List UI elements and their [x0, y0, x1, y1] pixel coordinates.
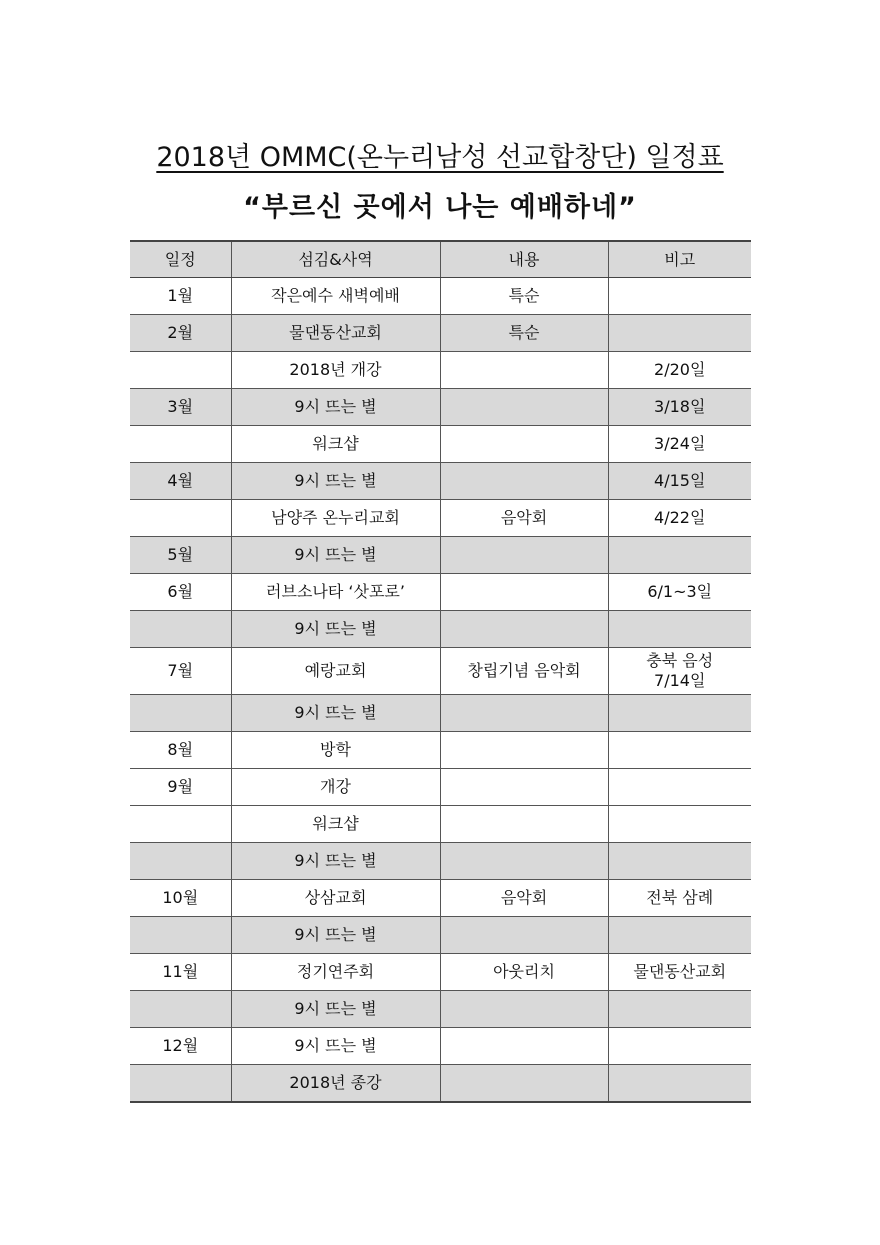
table-row	[130, 880, 751, 917]
cell-content	[440, 352, 608, 389]
cell-note: 전북 삼례	[608, 880, 751, 917]
table-row	[130, 991, 751, 1028]
table-row	[130, 500, 751, 537]
cell-month	[130, 500, 231, 537]
cell-service: 러브소나타 ‘삿포로’	[231, 574, 440, 611]
table-row	[130, 695, 751, 732]
cell-month: 2월	[130, 315, 231, 352]
header-content: 내용	[440, 241, 608, 278]
cell-note	[608, 648, 751, 695]
table-header-row	[130, 241, 751, 278]
cell-note	[608, 917, 751, 954]
cell-note	[608, 1028, 751, 1065]
cell-service: 2018년 개강	[231, 352, 440, 389]
cell-month	[130, 806, 231, 843]
cell-service: 물댄동산교회	[231, 315, 440, 352]
cell-month	[130, 843, 231, 880]
cell-service: 9시 뜨는 별	[231, 1028, 440, 1065]
cell-service: 9시 뜨는 별	[231, 695, 440, 732]
cell-month: 3월	[130, 389, 231, 426]
cell-service: 2018년 종강	[231, 1065, 440, 1103]
header-schedule: 일정	[130, 241, 231, 278]
cell-note: 3/24일	[608, 426, 751, 463]
cell-service: 방학	[231, 732, 440, 769]
cell-month: 1월	[130, 278, 231, 315]
cell-service: 9시 뜨는 별	[231, 843, 440, 880]
cell-note: 6/1~3일	[608, 574, 751, 611]
schedule-table	[130, 240, 751, 1103]
cell-month: 7월	[130, 648, 231, 695]
cell-content	[440, 389, 608, 426]
cell-month: 6월	[130, 574, 231, 611]
document-subtitle: “부르신 곳에서 나는 예배하네”	[243, 192, 637, 223]
cell-note	[608, 843, 751, 880]
header-note: 비고	[608, 241, 751, 278]
cell-month	[130, 695, 231, 732]
table-row	[130, 917, 751, 954]
cell-service: 워크샵	[231, 806, 440, 843]
cell-month	[130, 1065, 231, 1103]
cell-note: 물댄동산교회	[608, 954, 751, 991]
table-row	[130, 769, 751, 806]
cell-content	[440, 843, 608, 880]
table-row	[130, 426, 751, 463]
cell-service: 예랑교회	[231, 648, 440, 695]
cell-content	[440, 732, 608, 769]
cell-month: 4월	[130, 463, 231, 500]
cell-service: 9시 뜨는 별	[231, 389, 440, 426]
cell-note	[608, 537, 751, 574]
cell-content	[440, 463, 608, 500]
table-row	[130, 574, 751, 611]
cell-content	[440, 574, 608, 611]
cell-content	[440, 769, 608, 806]
cell-service: 워크샵	[231, 426, 440, 463]
document-title-text: 2018년 OMMC(온누리남성 선교합창단) 일정표	[156, 142, 724, 173]
table-row	[130, 315, 751, 352]
cell-content: 창립기념 음악회	[440, 648, 608, 695]
cell-month: 9월	[130, 769, 231, 806]
cell-note	[608, 695, 751, 732]
cell-note: 2/20일	[608, 352, 751, 389]
document-title	[0, 138, 880, 178]
cell-month: 12월	[130, 1028, 231, 1065]
table-row	[130, 389, 751, 426]
cell-service: 남양주 온누리교회	[231, 500, 440, 537]
cell-content	[440, 806, 608, 843]
cell-note	[608, 991, 751, 1028]
cell-service: 9시 뜨는 별	[231, 991, 440, 1028]
cell-month: 10월	[130, 880, 231, 917]
cell-content: 음악회	[440, 500, 608, 537]
table-row	[130, 1065, 751, 1103]
cell-content	[440, 991, 608, 1028]
header-service: 섬김&사역	[231, 241, 440, 278]
cell-service: 개강	[231, 769, 440, 806]
cell-content: 음악회	[440, 880, 608, 917]
cell-month	[130, 426, 231, 463]
table-row	[130, 463, 751, 500]
table-row	[130, 843, 751, 880]
cell-service: 9시 뜨는 별	[231, 463, 440, 500]
cell-content: 특순	[440, 315, 608, 352]
cell-note: 4/22일	[608, 500, 751, 537]
cell-content	[440, 1028, 608, 1065]
cell-note: 4/15일	[608, 463, 751, 500]
cell-content	[440, 1065, 608, 1103]
table-row	[130, 1028, 751, 1065]
cell-note	[608, 732, 751, 769]
cell-content	[440, 695, 608, 732]
cell-note	[608, 611, 751, 648]
cell-content	[440, 611, 608, 648]
cell-content	[440, 917, 608, 954]
cell-note	[608, 769, 751, 806]
table-row	[130, 611, 751, 648]
cell-month: 8월	[130, 732, 231, 769]
cell-service: 9시 뜨는 별	[231, 537, 440, 574]
table-row	[130, 648, 751, 695]
table-row	[130, 352, 751, 389]
cell-content	[440, 426, 608, 463]
cell-month	[130, 611, 231, 648]
table-row	[130, 537, 751, 574]
cell-note	[608, 806, 751, 843]
cell-note-line: 7/14일	[654, 671, 706, 690]
cell-service: 9시 뜨는 별	[231, 611, 440, 648]
table-row	[130, 278, 751, 315]
cell-service: 상삼교회	[231, 880, 440, 917]
cell-note	[608, 315, 751, 352]
cell-month: 5월	[130, 537, 231, 574]
cell-note	[608, 1065, 751, 1103]
cell-month	[130, 917, 231, 954]
cell-note-line: 충북 음성	[646, 651, 714, 670]
table-row	[130, 954, 751, 991]
cell-content	[440, 537, 608, 574]
cell-month	[130, 991, 231, 1028]
cell-service: 9시 뜨는 별	[231, 917, 440, 954]
table-row	[130, 806, 751, 843]
cell-note: 3/18일	[608, 389, 751, 426]
cell-month	[130, 352, 231, 389]
cell-month: 11월	[130, 954, 231, 991]
cell-note	[608, 278, 751, 315]
cell-content: 특순	[440, 278, 608, 315]
table-row	[130, 732, 751, 769]
cell-content: 아웃리치	[440, 954, 608, 991]
cell-service: 작은예수 새벽예배	[231, 278, 440, 315]
cell-service: 정기연주회	[231, 954, 440, 991]
